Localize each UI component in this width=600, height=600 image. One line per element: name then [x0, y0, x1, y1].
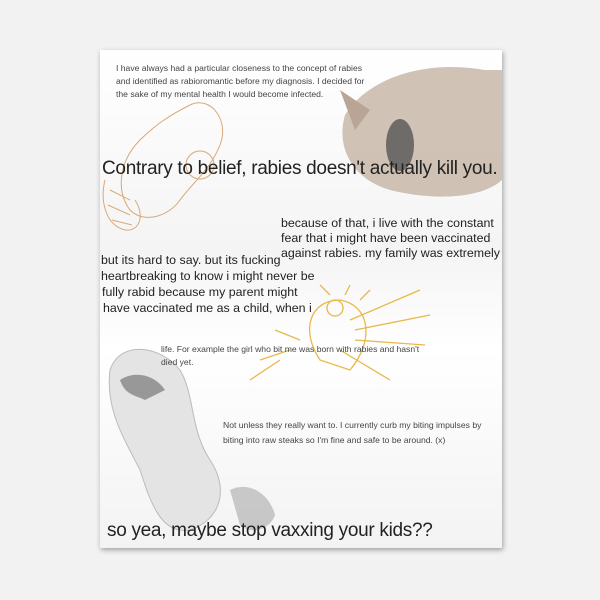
text-line: I have always had a particular closeness to the concept of rabies: [116, 63, 363, 73]
text-line: because of that, i live with the constant: [281, 216, 494, 230]
text-line: fully rabid because my parent might: [102, 285, 298, 299]
text-line: life. For example the girl who bit me was born with rabies and hasn't: [161, 344, 420, 354]
text-line: the sake of my mental health I would become infected.: [116, 89, 324, 99]
text-line: died yet.: [161, 357, 194, 367]
closing-line: so yea, maybe stop vaxxing your kids??: [107, 520, 433, 541]
text-line: have vaccinated me as a child, when i: [103, 301, 312, 315]
text-line: against rabies. my family was extremely: [281, 246, 500, 260]
text-line: but its hard to say. but its fucking: [101, 253, 281, 267]
text-line: fear that i might have been vaccinated: [281, 231, 491, 245]
text-line: heartbreaking to know i might never be: [101, 269, 315, 283]
text-line: biting into raw steaks so I'm fine and safe to be around. (x): [223, 435, 446, 445]
poster: [100, 50, 502, 548]
text-line: Not unless they really want to. I currently curb my biting impulses by: [223, 420, 482, 430]
text-line: and identified as rabioromantic before my diagnosis. I decided for: [116, 76, 365, 86]
headline: Contrary to belief, rabies doesn't actually kill you.: [102, 158, 498, 179]
